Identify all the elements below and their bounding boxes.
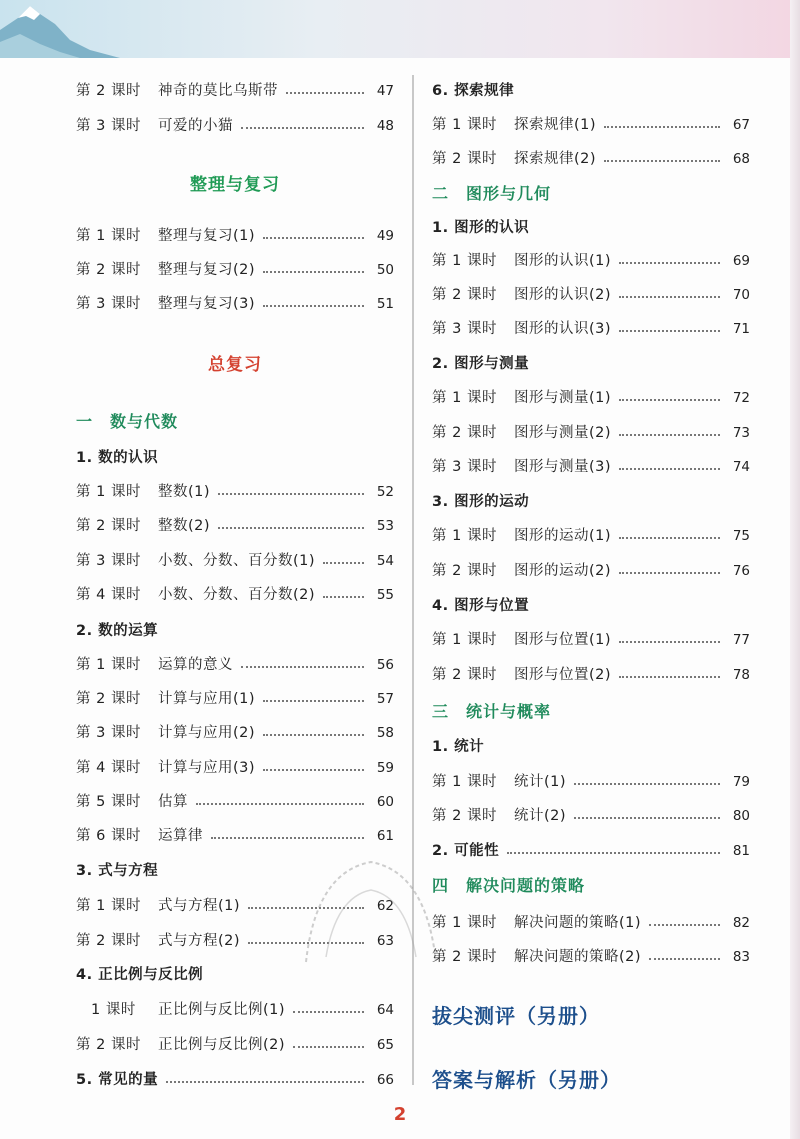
toc-row[interactable] <box>432 385 750 411</box>
toc-row[interactable] <box>432 316 750 342</box>
toc-row[interactable] <box>432 282 750 308</box>
toc-row[interactable] <box>432 248 750 274</box>
subsection-heading[interactable]: 2. 图形与测量 <box>432 356 530 372</box>
final-review-heading: 总复习 <box>208 355 262 375</box>
lesson-label: 第 1 课时 <box>432 915 497 931</box>
lesson-title: 运算律 <box>158 828 203 844</box>
lesson-title: 式与方程(1) <box>158 898 241 914</box>
leader-dots <box>619 676 720 678</box>
section-heading[interactable]: 二 图形与几何 <box>432 184 552 203</box>
leader-dots <box>323 596 364 598</box>
toc-row[interactable] <box>432 146 750 172</box>
mountain-icon <box>0 0 120 58</box>
page-ref: 78 <box>732 667 750 683</box>
toc-row[interactable] <box>76 582 394 608</box>
leader-dots <box>507 852 720 854</box>
toc-row[interactable] <box>76 548 394 574</box>
lesson-title: 解决问题的策略(1) <box>514 915 642 931</box>
leader-dots <box>323 562 364 564</box>
leader-dots <box>211 837 364 839</box>
lesson-label: 1 课时 <box>76 1002 136 1018</box>
lesson-title: 神奇的莫比乌斯带 <box>158 83 278 99</box>
page-ref: 47 <box>376 83 394 99</box>
toc-row[interactable] <box>76 78 394 104</box>
lesson-label: 第 3 课时 <box>76 296 141 312</box>
lesson-label: 第 1 课时 <box>76 657 141 673</box>
toc-row[interactable] <box>76 291 394 317</box>
page-edge <box>790 0 800 1139</box>
leader-dots <box>218 493 364 495</box>
lesson-title: 图形与测量(2) <box>514 425 612 441</box>
leader-dots <box>263 271 364 273</box>
lesson-label: 第 1 课时 <box>432 253 497 269</box>
page-ref: 70 <box>732 287 750 303</box>
subsection-heading[interactable]: 3. 图形的运动 <box>432 494 530 510</box>
toc-row[interactable] <box>432 112 750 138</box>
subsection-heading[interactable]: 2. 数的运算 <box>76 623 159 639</box>
leader-dots <box>619 434 720 436</box>
page-ref: 48 <box>376 118 394 134</box>
section-heading[interactable]: 四 解决问题的策略 <box>432 876 586 895</box>
lesson-label: 第 1 课时 <box>76 898 141 914</box>
lesson-title: 计算与应用(1) <box>158 691 256 707</box>
leader-dots <box>263 769 364 771</box>
subsection-heading[interactable]: 4. 图形与位置 <box>432 598 530 614</box>
leader-dots <box>649 924 720 926</box>
toc-row[interactable] <box>432 420 750 446</box>
lesson-label: 第 2 课时 <box>432 563 497 579</box>
lesson-label: 第 3 课时 <box>432 459 497 475</box>
page-ref: 65 <box>376 1037 394 1053</box>
lesson-title: 探索规律(1) <box>514 117 597 133</box>
lesson-title: 统计(1) <box>514 774 567 790</box>
leader-dots <box>649 958 720 960</box>
toc-row[interactable] <box>432 558 750 584</box>
lesson-title: 图形的运动(1) <box>514 528 612 544</box>
leader-dots <box>293 1046 364 1048</box>
subsection-heading[interactable]: 1. 图形的认识 <box>432 220 530 236</box>
page-ref: 60 <box>376 794 394 810</box>
toc-row[interactable] <box>76 257 394 283</box>
toc-row[interactable] <box>76 789 394 815</box>
lesson-label: 第 2 课时 <box>432 949 497 965</box>
lesson-title: 计算与应用(3) <box>158 760 256 776</box>
leader-dots <box>218 527 364 529</box>
lesson-label: 第 2 课时 <box>76 933 141 949</box>
lesson-title: 小数、分数、百分数(1) <box>158 553 316 569</box>
toc-row[interactable] <box>76 113 394 139</box>
page-ref: 56 <box>376 657 394 673</box>
toc-row[interactable] <box>432 662 750 688</box>
lesson-label: 第 2 课时 <box>76 518 141 534</box>
leader-dots <box>574 783 720 785</box>
page-ref: 81 <box>732 843 750 859</box>
toc-row[interactable] <box>76 1067 394 1093</box>
lesson-title: 图形的认识(1) <box>514 253 612 269</box>
subsection-heading[interactable]: 1. 数的认识 <box>76 450 159 466</box>
lesson-label: 第 6 课时 <box>76 828 141 844</box>
lesson-label: 第 2 课时 <box>432 287 497 303</box>
section-heading[interactable]: 一 数与代数 <box>76 412 179 431</box>
lesson-title: 整理与复习(2) <box>158 262 256 278</box>
page-ref: 74 <box>732 459 750 475</box>
page-ref: 63 <box>376 933 394 949</box>
leader-dots <box>241 666 364 668</box>
subsection-heading: 2. 可能性 <box>432 843 500 859</box>
lesson-label: 第 1 课时 <box>432 774 497 790</box>
lesson-label: 第 4 课时 <box>76 587 141 603</box>
leader-dots <box>604 126 720 128</box>
leader-dots <box>263 700 364 702</box>
page-ref: 67 <box>732 117 750 133</box>
toc-row[interactable] <box>432 769 750 795</box>
page-ref: 49 <box>376 228 394 244</box>
page-ref: 53 <box>376 518 394 534</box>
toc-row[interactable] <box>432 627 750 653</box>
subsection-heading[interactable]: 3. 式与方程 <box>76 863 159 879</box>
leader-dots <box>196 803 364 805</box>
lesson-title: 整理与复习(1) <box>158 228 256 244</box>
page-ref: 71 <box>732 321 750 337</box>
page-ref: 73 <box>732 425 750 441</box>
page-ref: 54 <box>376 553 394 569</box>
lesson-title: 图形与测量(1) <box>514 390 612 406</box>
lesson-title: 运算的意义 <box>158 657 233 673</box>
leader-dots <box>619 468 720 470</box>
lesson-title: 图形与位置(2) <box>514 667 612 683</box>
page-ref: 50 <box>376 262 394 278</box>
lesson-title: 正比例与反比例(2) <box>158 1037 286 1053</box>
lesson-label: 第 3 课时 <box>76 118 141 134</box>
lesson-label: 第 4 课时 <box>76 760 141 776</box>
page-ref: 80 <box>732 808 750 824</box>
lesson-title: 统计(2) <box>514 808 567 824</box>
leader-dots <box>293 1011 364 1013</box>
assessment-heading[interactable]: 拔尖测评（另册） <box>432 1004 600 1028</box>
page-ref: 66 <box>376 1072 394 1088</box>
leader-dots <box>263 734 364 736</box>
leader-dots <box>241 127 364 129</box>
lesson-label: 第 2 课时 <box>76 262 141 278</box>
page-ref: 61 <box>376 828 394 844</box>
page-ref: 51 <box>376 296 394 312</box>
leader-dots <box>619 537 720 539</box>
leader-dots <box>574 817 720 819</box>
lesson-title: 图形的运动(2) <box>514 563 612 579</box>
toc-row[interactable] <box>432 910 750 936</box>
lesson-title: 计算与应用(2) <box>158 725 256 741</box>
lesson-title: 式与方程(2) <box>158 933 241 949</box>
toc-row[interactable] <box>76 1032 394 1058</box>
page-ref: 76 <box>732 563 750 579</box>
lesson-title: 图形的认识(3) <box>514 321 612 337</box>
page-ref: 77 <box>732 632 750 648</box>
lesson-title: 整数(2) <box>158 518 211 534</box>
lesson-title: 整数(1) <box>158 484 211 500</box>
page-ref: 59 <box>376 760 394 776</box>
lesson-label: 第 2 课时 <box>432 667 497 683</box>
page-number: 2 <box>393 1104 407 1125</box>
page-ref: 55 <box>376 587 394 603</box>
lesson-title: 可爱的小猫 <box>158 118 233 134</box>
lesson-label: 第 1 课时 <box>432 390 497 406</box>
review-heading: 整理与复习 <box>190 175 280 195</box>
lesson-title: 图形的认识(2) <box>514 287 612 303</box>
toc-row[interactable] <box>432 838 750 864</box>
subsection-heading[interactable]: 4. 正比例与反比例 <box>76 967 204 983</box>
lesson-title: 图形与测量(3) <box>514 459 612 475</box>
lesson-label: 第 1 课时 <box>432 117 497 133</box>
toc-row[interactable] <box>76 479 394 505</box>
toc-row[interactable] <box>76 686 394 712</box>
page-ref: 83 <box>732 949 750 965</box>
page-ref: 62 <box>376 898 394 914</box>
subsection-heading[interactable]: 1. 统计 <box>432 739 485 755</box>
toc-row[interactable] <box>76 997 394 1023</box>
lesson-title: 小数、分数、百分数(2) <box>158 587 316 603</box>
page-ref: 69 <box>732 253 750 269</box>
page-ref: 79 <box>732 774 750 790</box>
lesson-title: 探索规律(2) <box>514 151 597 167</box>
page-ref: 58 <box>376 725 394 741</box>
subsection-heading: 5. 常见的量 <box>76 1072 159 1088</box>
lesson-label: 第 2 课时 <box>432 425 497 441</box>
lesson-label: 第 2 课时 <box>432 808 497 824</box>
toc-row[interactable] <box>432 944 750 970</box>
lesson-label: 第 2 课时 <box>76 83 141 99</box>
leader-dots <box>619 262 720 264</box>
page-ref: 64 <box>376 1002 394 1018</box>
toc-row[interactable] <box>432 523 750 549</box>
leader-dots <box>263 237 364 239</box>
header-banner <box>0 0 800 58</box>
lesson-label: 第 1 课时 <box>76 484 141 500</box>
page-ref: 52 <box>376 484 394 500</box>
lesson-label: 第 3 课时 <box>432 321 497 337</box>
lesson-label: 第 3 课时 <box>76 553 141 569</box>
lesson-title: 解决问题的策略(2) <box>514 949 642 965</box>
lesson-label: 第 1 课时 <box>76 228 141 244</box>
lesson-label: 第 5 课时 <box>76 794 141 810</box>
section-heading[interactable]: 三 统计与概率 <box>432 702 552 721</box>
lesson-label: 第 1 课时 <box>432 632 497 648</box>
answers-heading[interactable]: 答案与解析（另册） <box>432 1068 621 1092</box>
subsection-heading[interactable]: 6. 探索规律 <box>432 83 515 99</box>
page-ref: 82 <box>732 915 750 931</box>
leader-dots <box>619 399 720 401</box>
lesson-label: 第 2 课时 <box>76 1037 141 1053</box>
lesson-title: 整理与复习(3) <box>158 296 256 312</box>
watermark-stamp-icon <box>296 842 446 972</box>
toc-row[interactable] <box>76 223 394 249</box>
leader-dots <box>619 330 720 332</box>
toc-row[interactable] <box>76 652 394 678</box>
lesson-label: 第 2 课时 <box>432 151 497 167</box>
toc-row[interactable] <box>76 513 394 539</box>
lesson-label: 第 2 课时 <box>76 691 141 707</box>
leader-dots <box>619 572 720 574</box>
page-ref: 72 <box>732 390 750 406</box>
lesson-title: 图形与位置(1) <box>514 632 612 648</box>
leader-dots <box>604 160 720 162</box>
page-ref: 75 <box>732 528 750 544</box>
page-ref: 68 <box>732 151 750 167</box>
leader-dots <box>263 305 364 307</box>
toc-row[interactable] <box>76 720 394 746</box>
leader-dots <box>619 641 720 643</box>
lesson-label: 第 1 课时 <box>432 528 497 544</box>
leader-dots <box>286 92 364 94</box>
leader-dots <box>166 1081 364 1083</box>
lesson-title: 正比例与反比例(1) <box>158 1002 286 1018</box>
toc-row[interactable] <box>432 803 750 829</box>
toc-row[interactable] <box>76 755 394 781</box>
page-ref: 57 <box>376 691 394 707</box>
leader-dots <box>619 296 720 298</box>
lesson-label: 第 3 课时 <box>76 725 141 741</box>
lesson-title: 估算 <box>158 794 188 810</box>
toc-row[interactable] <box>432 454 750 480</box>
